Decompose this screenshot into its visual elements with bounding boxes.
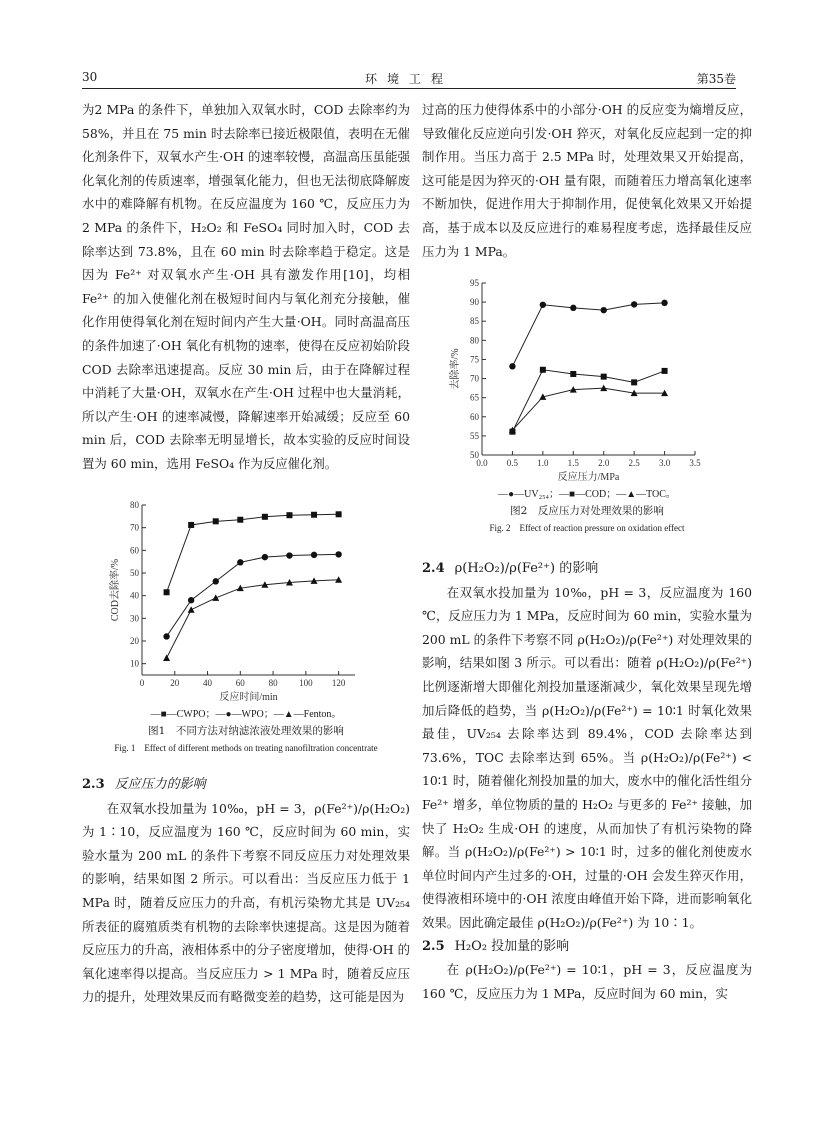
- svg-text:80: 80: [130, 500, 139, 510]
- svg-text:55: 55: [470, 430, 479, 441]
- svg-text:95: 95: [470, 278, 479, 288]
- svg-text:60: 60: [130, 545, 139, 556]
- figure1-caption: [82, 706, 410, 757]
- svg-text:50: 50: [130, 568, 139, 578]
- paragraph: 过高的压力使得体系中的小部分·OH 的反应变为熵增反应，导致催化反应逆向引发·OH 猝灭，对氧化反应起到一定的抑制作用。当压力高于 2.5 MPa 时，处理效果又开始提高，这可能是因为猝灭的·OH 量有限，而随着压力增高氧化速率不断加快，促进作用大于抑制作用，促使氧化效果又开始提高，基于成本以及反应进行的难易程度考虑，选择最佳反应压力为 1 MPa。: [422, 102, 752, 259]
- svg-text:50: 50: [470, 450, 479, 460]
- svg-text:40: 40: [130, 590, 139, 601]
- paragraph: 在双氧水投加量为 10‰，pH = 3，ρ(Fe²⁺)/ρ(H₂O₂) 为 1∶10，反应温度为 160 ℃，反应时间为 60 min，实验水量为 200 mL 的条件下考察不同反应压力对处理效果的影响，结果如图 2 所示。可以看出：当反应压力低于 1 MPa 时，随着反应压力的升高，有机污染物尤其是 UV₂₅₄ 所表征的腐殖质类有机物的去除率快速提高。这是因为随着反应压力的升高，液相体系中的分子密度增加，使得·OH 的氧化速率得以提高。当反应压力 > 1 MPa 时，随着反应压力的提升，处理效果反而有略微变差的趋势，这可能是因为: [82, 800, 410, 1005]
- svg-text:2.0: 2.0: [598, 458, 610, 468]
- figure2-caption-en: Fig. 2 Effect of reaction pressure on oxidation effect: [489, 523, 685, 533]
- left-column-text: [82, 98, 410, 476]
- section-number: 2.5: [422, 938, 445, 954]
- section-number: 2.4: [422, 561, 445, 576]
- svg-text:40: 40: [203, 678, 213, 688]
- svg-text:去除率/%: 去除率/%: [450, 348, 461, 390]
- section-title: H₂O₂ 投加量的影响: [454, 938, 570, 954]
- svg-text:65: 65: [470, 392, 479, 403]
- svg-text:75: 75: [470, 354, 479, 365]
- running-header: [82, 68, 736, 89]
- svg-text:100: 100: [299, 678, 313, 688]
- svg-text:0.0: 0.0: [476, 458, 488, 468]
- figure2-caption-cn: 图2 反应压力对处理效果的影响: [510, 505, 664, 517]
- svg-text:70: 70: [470, 373, 479, 384]
- section-heading-2-5: [422, 935, 752, 959]
- svg-text:2.5: 2.5: [628, 458, 640, 468]
- svg-text:120: 120: [331, 678, 346, 688]
- paragraph: 为2 MPa 的条件下，单独加入双氧水时，COD 去除率约为 58%，并且在 75 min 时去除率已接近极限值，表明在无催化剂条件下，双氧水产生·OH 的速率较慢，高温高压虽能强化氧化剂的传质速率，增强氧化能力，但也无法彻底降解废水中的难降解有机物。在反应温度为 160 ℃，反应压力为 2 MPa 的条件下，H₂O₂ 和 FeSO₄ 同时加入时，COD 去除率达到 73.8%，且在 60 min 时去除率趋于稳定。这是因为 Fe²⁺ 对双氧水产生·OH 具有激发作用[10]，均相 Fe²⁺ 的加入使催化剂在极短时间内与氧化剂充分接触，催化作用使得氧化剂在短时间内产生大量·OH。同时高温高压的条件加速了·OH 氧化有机物的速率，使得在反应初始阶段 COD 去除率迅速提高。反应 30 min 后，由于在降解过程中消耗了大量·OH，双氧水在产生·OH 过程中也大量消耗，所以产生·OH 的速率减慢，降解速率开始减缓；反应至 60 min 后，COD 去除率无明显增长，故本实验的反应时间设置为 60 min，选用 FeSO₄ 作为反应催化剂。: [82, 102, 410, 471]
- svg-text:反应时间/min: 反应时间/min: [219, 692, 278, 703]
- journal-title: 环境工程: [364, 72, 453, 86]
- svg-text:80: 80: [268, 678, 278, 688]
- figure1-legend: —■—CWPO；—●—WPO；—▲—Fenton。: [150, 709, 342, 720]
- right-column-lower: [422, 557, 752, 1005]
- figure1-caption-en: Fig. 1 Effect of different methods on treating nanofiltration concentrate: [114, 743, 378, 753]
- svg-text:30: 30: [130, 613, 139, 624]
- section-heading-2-4: [422, 557, 752, 581]
- svg-text:0: 0: [139, 678, 145, 688]
- right-column-text: [422, 98, 752, 263]
- svg-text:反应压力/MPa: 反应压力/MPa: [557, 472, 620, 483]
- figure1-caption-cn: 图1 不同方法对纳滤浓液处理效果的影响: [148, 725, 344, 737]
- section-heading-2-3: [82, 773, 410, 797]
- svg-text:1.0: 1.0: [537, 458, 549, 468]
- page-number: 30: [82, 70, 98, 84]
- svg-text:60: 60: [235, 678, 245, 688]
- svg-text:80: 80: [470, 335, 479, 346]
- svg-text:COD去除率/%: COD去除率/%: [110, 558, 121, 622]
- svg-text:20: 20: [130, 636, 139, 646]
- paragraph: 在双氧水投加量为 10‰，pH = 3，反应温度为 160 ℃，反应压力为 1 MPa，反应时间为 60 min，实验水量为 200 mL 的条件下考察不同 ρ(H₂O₂)/ρ(Fe²⁺) 对处理效果的影响，结果如图 3 所示。可以看出：随着 ρ(H₂O₂)/ρ(Fe²⁺) 比例逐渐增大即催化剂投加量逐渐减少，氧化效果呈现先增加后降低的趋势，当 ρ(H₂O₂)/ρ(Fe²⁺) = 10∶1 时氧化效果最佳，UV₂₅₄ 去除率达到 89.4%，COD 去除率达到 73.6%，TOC 去除率达到 65%。当 ρ(H₂O₂)/ρ(Fe²⁺) < 10∶1 时，随着催化剂投加量的加大，废水中的催化活性组分 Fe²⁺ 增多，单位物质的量的 H₂O₂ 与更多的 Fe²⁺ 接触，加快了 H₂O₂ 生成·OH 的速度，从而加快了有机污染物的降解。当 ρ(H₂O₂)/ρ(Fe²⁺) > 10∶1 时，过多的催化剂使废水单位时间内产生过多的·OH，过量的·OH 会发生猝灭作用，使得液相环境中的·OH 浓度由峰值开始下降，进而影响氧化效果。因此确定最佳 ρ(H₂O₂)/ρ(Fe²⁺) 为 10∶1。: [422, 584, 752, 930]
- svg-text:3.0: 3.0: [658, 458, 671, 468]
- left-column-lower: [82, 773, 410, 1009]
- volume-label: 第35卷: [696, 72, 736, 86]
- svg-text:90: 90: [470, 297, 479, 308]
- section-title: 反应压力的影响: [114, 777, 206, 792]
- svg-text:10: 10: [130, 658, 139, 669]
- figure2-legend: —●—UV₂₅₄；—■—COD；—▲—TOC。: [498, 489, 676, 500]
- paragraph: 在 ρ(H₂O₂)/ρ(Fe²⁺) = 10∶1，pH = 3，反应温度为 160 ℃，反应压力为 1 MPa，反应时间为 60 min，实: [422, 962, 752, 1001]
- svg-text:60: 60: [470, 411, 479, 422]
- figure1-chart: [95, 497, 365, 707]
- figure2-chart: [440, 275, 720, 485]
- svg-text:20: 20: [170, 678, 180, 688]
- section-number: 2.3: [82, 777, 105, 792]
- svg-text:70: 70: [130, 522, 139, 533]
- svg-text:1.5: 1.5: [567, 458, 579, 468]
- svg-text:3.5: 3.5: [689, 458, 701, 468]
- svg-text:85: 85: [470, 316, 479, 327]
- figure2-caption: [422, 486, 752, 537]
- svg-text:0.5: 0.5: [506, 458, 519, 468]
- section-title: ρ(H₂O₂)/ρ(Fe²⁺) 的影响: [454, 561, 599, 576]
